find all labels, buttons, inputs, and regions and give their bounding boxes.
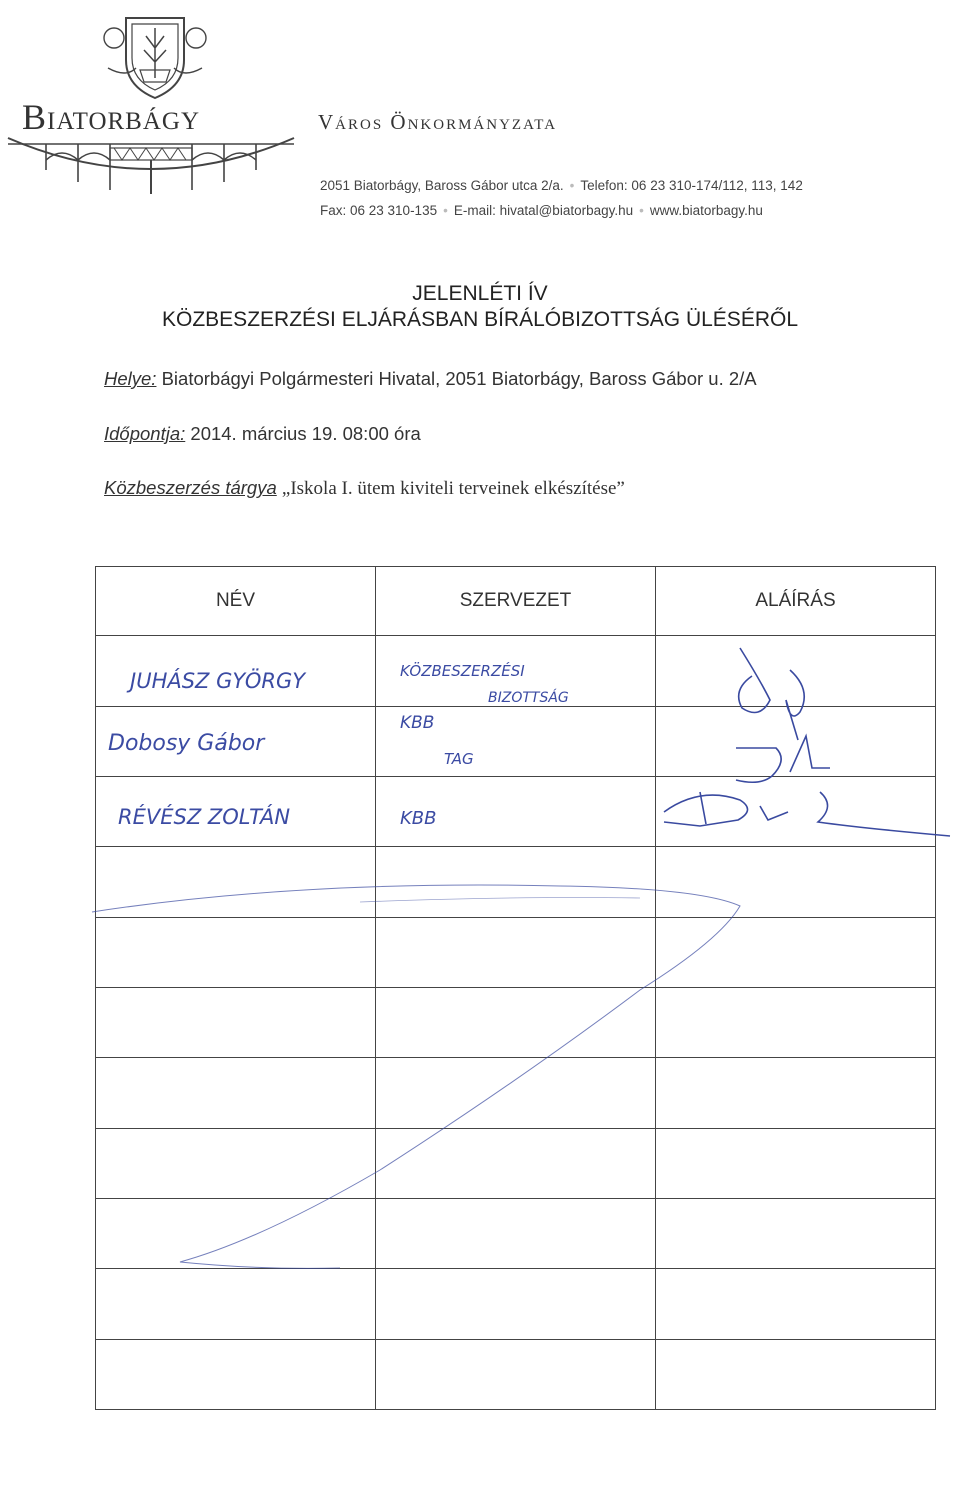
name-cell xyxy=(96,706,376,776)
subject-value: „Iskola I. ütem kiviteli terveinek elkészítése” xyxy=(281,478,625,499)
time-value: 2014. március 19. 08:00 óra xyxy=(190,423,421,444)
handwritten-org-2a: KBB xyxy=(400,713,435,733)
organization-cell xyxy=(376,1339,656,1409)
website-text: www.biatorbagy.hu xyxy=(649,203,763,218)
signature-cell xyxy=(656,1128,936,1198)
header-signature: ALÁÍRÁS xyxy=(656,567,936,636)
subject-field xyxy=(104,477,625,500)
organization-cell xyxy=(376,917,656,987)
table-row xyxy=(96,1058,936,1128)
name-cell xyxy=(96,1269,376,1339)
organization-cell xyxy=(376,706,656,776)
name-cell xyxy=(96,1128,376,1198)
viaduct-logo xyxy=(6,130,296,202)
organization-cell xyxy=(376,1198,656,1268)
table-row xyxy=(96,917,936,987)
contact-address-phone: 2051 Biatorbágy, Baross Gábor utca 2/a. • Telefon: 06 23 310-174/112, 113, 142 xyxy=(320,178,803,193)
signature-cell xyxy=(656,706,936,776)
signature-cell xyxy=(656,1058,936,1128)
handwritten-org-1b: BIZOTTSÁG xyxy=(488,690,569,706)
handwritten-name-3: RÉVÉSZ ZOLTÁN xyxy=(118,805,291,829)
place-label: Helye: xyxy=(104,368,157,389)
table-row xyxy=(96,636,936,706)
name-cell xyxy=(96,987,376,1057)
name-cell xyxy=(96,917,376,987)
email-text: E-mail: hivatal@biatorbagy.hu xyxy=(453,203,634,218)
city-crest-logo xyxy=(96,8,214,104)
organization-cell xyxy=(376,776,656,846)
organization-cell xyxy=(376,1058,656,1128)
table-row xyxy=(96,847,936,917)
table-row xyxy=(96,1128,936,1198)
signature-cell xyxy=(656,636,936,706)
subject-label: Közbeszerzés tárgya xyxy=(104,477,277,498)
handwritten-name-2: Dobosy Gábor xyxy=(108,731,265,756)
handwritten-org-1a: KÖZBESZERZÉSI xyxy=(400,662,525,680)
city-name: Biatorbágy xyxy=(22,97,201,137)
place-value: Biatorbágyi Polgármesteri Hivatal, 2051 Biatorbágy, Baross Gábor u. 2/A xyxy=(161,368,757,389)
signature-cell xyxy=(656,1269,936,1339)
table-row xyxy=(96,776,936,846)
organization-cell xyxy=(376,1269,656,1339)
table-row xyxy=(96,987,936,1057)
fax-text: Fax: 06 23 310-135 xyxy=(320,203,438,218)
office-name: Város Önkormányzata xyxy=(318,110,558,134)
contact-fax-email-web: Fax: 06 23 310-135 • E-mail: hivatal@biatorbagy.hu • www.biatorbagy.hu xyxy=(320,203,763,218)
phone-text: Telefon: 06 23 310-174/112, 113, 142 xyxy=(580,178,803,193)
name-cell xyxy=(96,776,376,846)
time-field xyxy=(104,423,421,445)
handwritten-name-1: JUHÁSZ GYÖRGY xyxy=(130,669,306,693)
signature-cell xyxy=(656,847,936,917)
signature-cell xyxy=(656,917,936,987)
organization-cell xyxy=(376,636,656,706)
name-cell xyxy=(96,636,376,706)
signature-cell xyxy=(656,1198,936,1268)
table-row xyxy=(96,1198,936,1268)
organization-cell xyxy=(376,1128,656,1198)
attendance-table xyxy=(95,566,936,1410)
handwritten-org-2b: TAG xyxy=(444,750,474,768)
name-cell xyxy=(96,1058,376,1128)
name-cell xyxy=(96,1339,376,1409)
place-field xyxy=(104,368,757,390)
name-cell xyxy=(96,847,376,917)
table-header-row xyxy=(96,567,936,636)
signature-cell xyxy=(656,776,936,846)
document-subtitle: KÖZBESZERZÉSI ELJÁRÁSBAN BÍRÁLÓBIZOTTSÁG ÜLÉSÉRŐL xyxy=(162,308,798,331)
name-cell xyxy=(96,1198,376,1268)
header-organization: SZERVEZET xyxy=(376,567,656,636)
organization-cell xyxy=(376,847,656,917)
organization-cell xyxy=(376,987,656,1057)
document-title: JELENLÉTI ÍV xyxy=(412,282,548,305)
handwritten-org-3: KBB xyxy=(400,808,437,829)
table-row xyxy=(96,1269,936,1339)
time-label: Időpontja: xyxy=(104,423,186,444)
table-row xyxy=(96,1339,936,1409)
signature-cell xyxy=(656,987,936,1057)
table-row xyxy=(96,706,936,776)
address-text: 2051 Biatorbágy, Baross Gábor utca 2/a. xyxy=(320,178,564,193)
signature-cell xyxy=(656,1339,936,1409)
header-name: NÉV xyxy=(96,567,376,636)
